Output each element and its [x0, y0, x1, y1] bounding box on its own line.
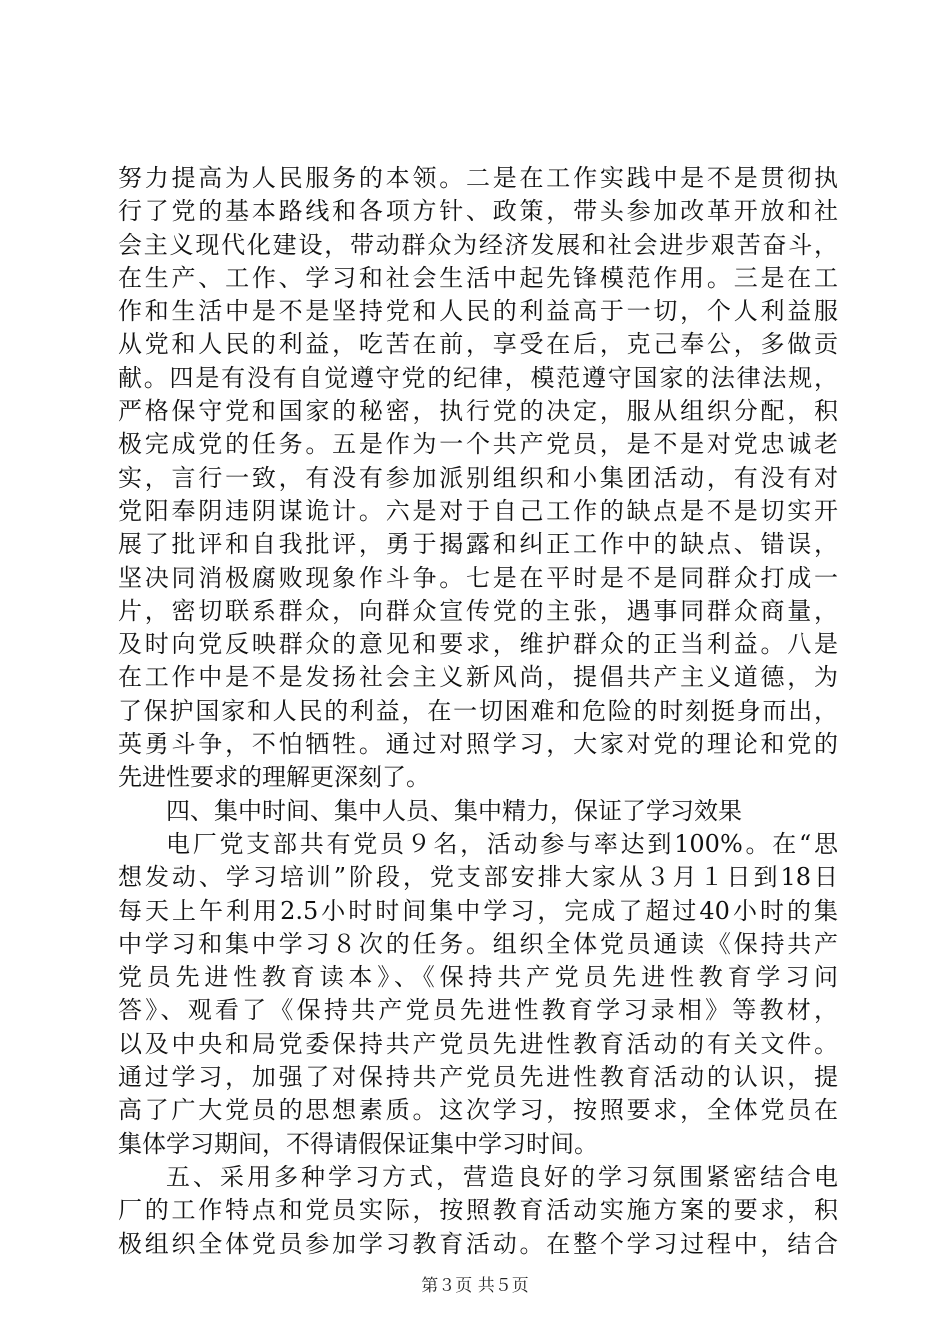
text-line: 从党和人民的利益，吃苦在前，享受在后，克己奉公，多做贡 — [118, 330, 838, 359]
text-line: 在生产、工作、学习和社会生活中起先锋模范作用。三是在工 — [118, 263, 838, 292]
text-line: 英勇斗争，不怕牺牲。通过对照学习，大家对党的理论和党的 — [118, 730, 838, 759]
text-line: 坚决同消极腐败现象作斗争。七是在平时是不是同群众打成一 — [118, 563, 838, 592]
text-line: 四、集中时间、集中人员、集中精力，保证了学习效果 — [166, 796, 742, 825]
text-line: 答》、观看了《保持共产党员先进性教育学习录相》等教材， — [118, 996, 838, 1025]
text-line: 及时向党反映群众的意见和要求，维护群众的正当利益。八是 — [118, 630, 838, 659]
text-line: 行了党的基本路线和各项方针、政策，带头参加改革开放和社 — [118, 197, 838, 226]
text-line: 每天上午利用2.5小时时间集中学习，完成了超过40小时的集 — [118, 896, 838, 925]
text-line: 通过学习，加强了对保持共产党员先进性教育活动的认识，提 — [118, 1063, 838, 1092]
text-line: 实，言行一致，有没有参加派别组织和小集团活动，有没有对 — [118, 463, 838, 492]
text-line: 会主义现代化建设，带动群众为经济发展和社会进步艰苦奋斗， — [118, 230, 838, 259]
text-line: 电厂党支部共有党员９名，活动参与率达到100%。在“思 — [166, 829, 838, 858]
text-line: 献。四是有没有自觉遵守党的纪律，模范遵守国家的法律法规， — [118, 363, 838, 392]
text-line: 集体学习期间，不得请假保证集中学习时间。 — [118, 1129, 598, 1158]
text-line: 中学习和集中学习８次的任务。组织全体党员通读《保持共产 — [118, 929, 838, 958]
text-line: 了保护国家和人民的利益，在一切困难和危险的时刻挺身而出， — [118, 696, 838, 725]
text-line: 党阳奉阴违阴谋诡计。六是对于自己工作的缺点是不是切实开 — [118, 496, 838, 525]
text-line: 努力提高为人民服务的本领。二是在工作实践中是不是贯彻执 — [118, 164, 838, 192]
text-line: 先进性要求的理解更深刻了。 — [118, 763, 430, 792]
text-line: 极组织全体党员参加学习教育活动。在整个学习过程中，结合 — [118, 1229, 838, 1258]
text-line: 高了广大党员的思想素质。这次学习，按照要求，全体党员在 — [118, 1096, 838, 1125]
page-footer: 第３页 共５页 — [421, 1276, 529, 1296]
document-body — [118, 162, 838, 1261]
text-line: 党员先进性教育读本》、《保持共产党员先进性教育学习问 — [118, 963, 838, 992]
text-line: 严格保守党和国家的秘密，执行党的决定，服从组织分配，积 — [118, 397, 838, 426]
text-line: 厂的工作特点和党员实际，按照教育活动实施方案的要求，积 — [118, 1196, 838, 1225]
text-line: 展了批评和自我批评，勇于揭露和纠正工作中的缺点、错误， — [118, 530, 838, 559]
text-line: 以及中央和局党委保持共产党员先进性教育活动的有关文件。 — [118, 1029, 838, 1058]
text-line: 作和生活中是不是坚持党和人民的利益高于一切，个人利益服 — [118, 297, 838, 326]
text-line: 片，密切联系群众，向群众宣传党的主张，遇事同群众商量， — [118, 596, 838, 625]
text-line: 极完成党的任务。五是作为一个共产党员，是不是对党忠诚老 — [118, 430, 838, 459]
text-line: 五、采用多种学习方式，营造良好的学习氛围紧密结合电 — [166, 1162, 838, 1191]
text-line: 在工作中是不是发扬社会主义新风尚，提倡共产主义道德，为 — [118, 663, 838, 692]
text-line: 想发动、学习培训”阶段，党支部安排大家从３月１日到18日 — [118, 863, 838, 892]
